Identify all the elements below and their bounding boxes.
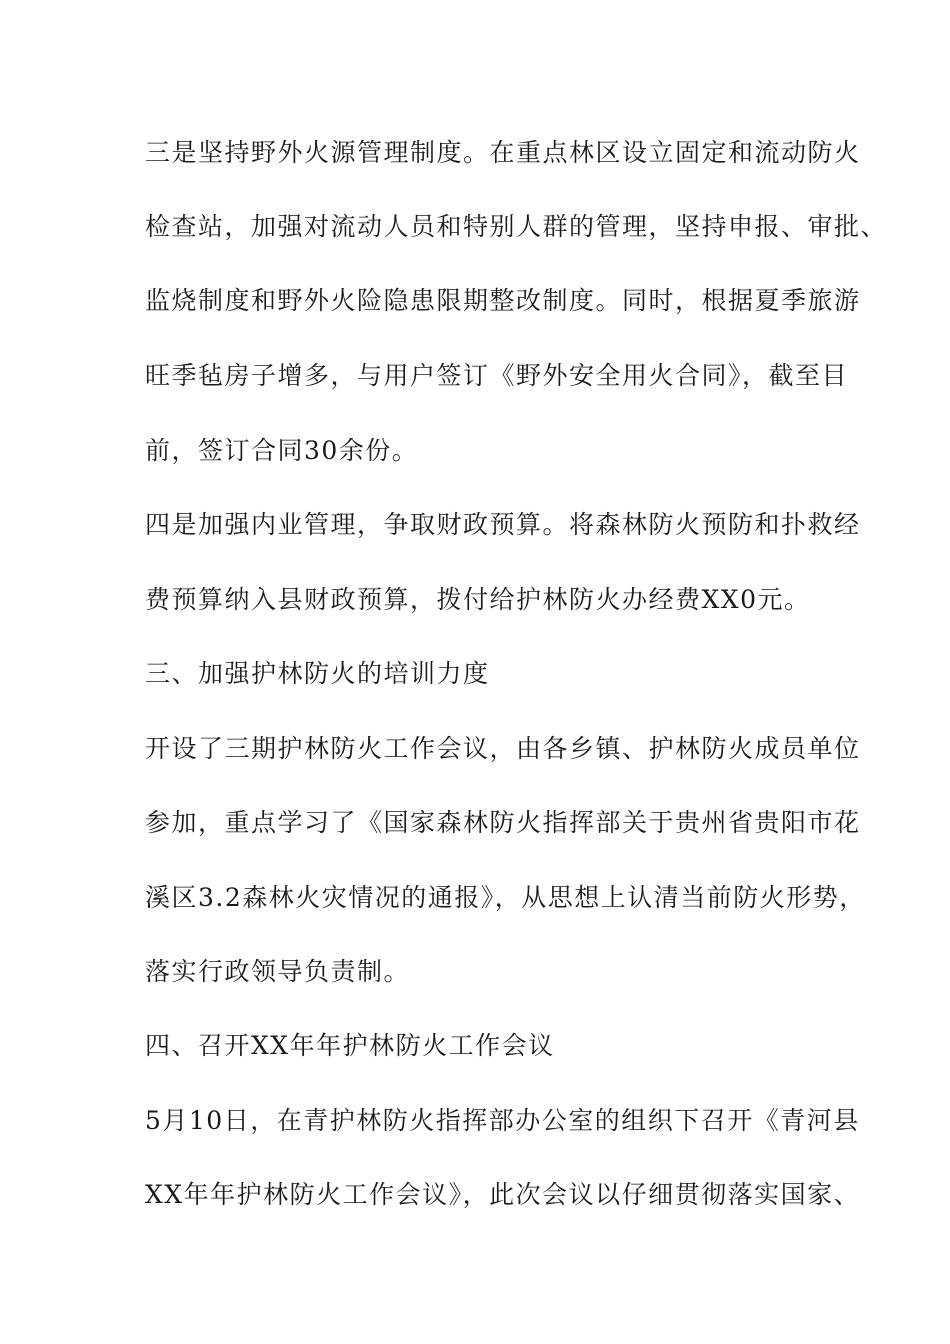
text-line: 5月10日，在青护林防火指挥部办公室的组织下召开《青河县 (145, 1106, 860, 1135)
text-line: 四是加强内业管理，争取财政预算。将森林防火预防和扑救经 (145, 510, 861, 539)
text-line: 溪区3.2森林火灾情况的通报》，从思想上认清当前防火形势， (145, 883, 866, 912)
text-line: 参加，重点学习了《国家森林防火指挥部关于贵州省贵阳市花 (145, 808, 861, 837)
text-line: 三是坚持野外火源管理制度。在重点林区设立固定和流动防火 (145, 138, 861, 167)
text-line: 开设了三期护林防火工作会议，由各乡镇、护林防火成员单位 (145, 734, 861, 763)
text-line: 前，签订合同30余份。 (145, 436, 419, 465)
section-heading: 四、召开XX年年护林防火工作会议 (145, 1031, 555, 1060)
text-line: 落实行政领导负责制。 (145, 957, 411, 986)
text-line: XX年年护林防火工作会议》，此次会议以仔细贯彻落实国家、 (145, 1180, 861, 1209)
text-line: 检查站，加强对流动人员和特别人群的管理，坚持申报、审批、 (145, 212, 888, 241)
text-line: 费预算纳入县财政预算，拨付给护林防火办经费XX0元。 (145, 585, 811, 614)
text-line: 监烧制度和野外火险隐患限期整改制度。同时，根据夏季旅游 (145, 286, 861, 315)
text-line: 旺季毡房子增多，与用户签订《野外安全用火合同》，截至目 (145, 361, 849, 390)
section-heading: 三、加强护林防火的培训力度 (145, 659, 490, 688)
